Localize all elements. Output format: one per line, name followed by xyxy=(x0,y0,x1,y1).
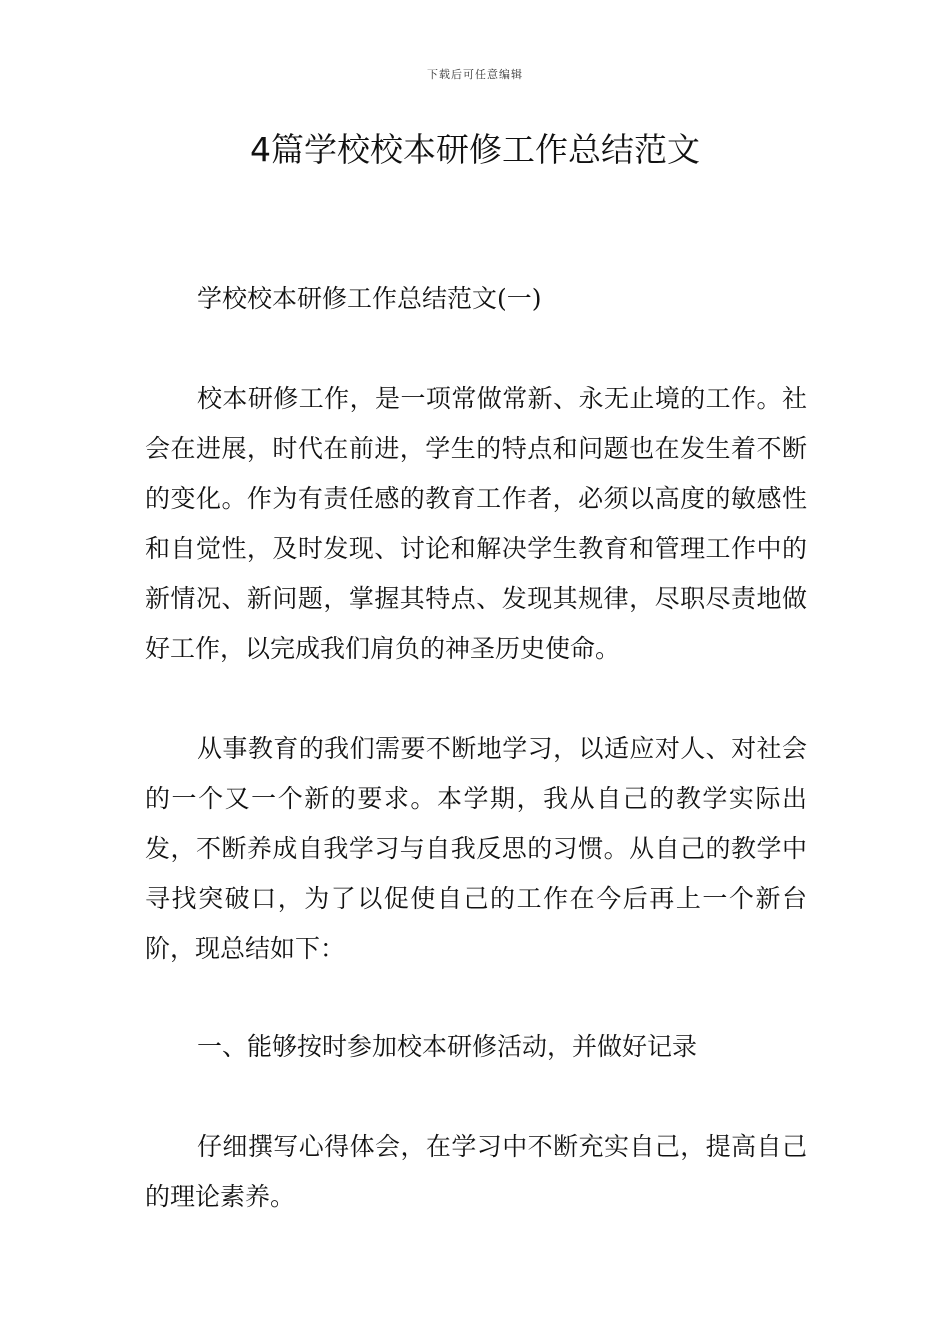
paragraph-3: 仔细撰写心得体会，在学习中不断充实自己，提高自己的理论素养。 xyxy=(145,1132,807,1211)
header-note: 下载后可任意编辑 xyxy=(427,68,523,81)
document-title: 4篇学校校本研修工作总结范文 xyxy=(250,130,700,169)
section-heading-1: 一、能够按时参加校本研修活动，并做好记录 xyxy=(197,1032,698,1061)
paragraph-1: 校本研修工作，是一项常做常新、永无止境的工作。社会在进展，时代在前进，学生的特点和问题也在发生着不断的变化。作为有责任感的教育工作者，必须以高度的敏感性和自觉性，及时发现、讨论和解决学生教育和管理工作中的新情况、新问题，掌握其特点、发现其规律，尽职尽责地做好工作，以完成我们肩负的神圣历史使命。 xyxy=(145,384,807,663)
sub-heading: 学校校本研修工作总结范文(一) xyxy=(197,284,542,313)
paragraph-2: 从事教育的我们需要不断地学习，以适应对人、对社会的一个又一个新的要求。本学期，我从自己的教学实际出发，不断养成自我学习与自我反思的习惯。从自己的教学中寻找突破口，为了以促使自己的工作在今后再上一个新台阶，现总结如下： xyxy=(145,734,807,963)
